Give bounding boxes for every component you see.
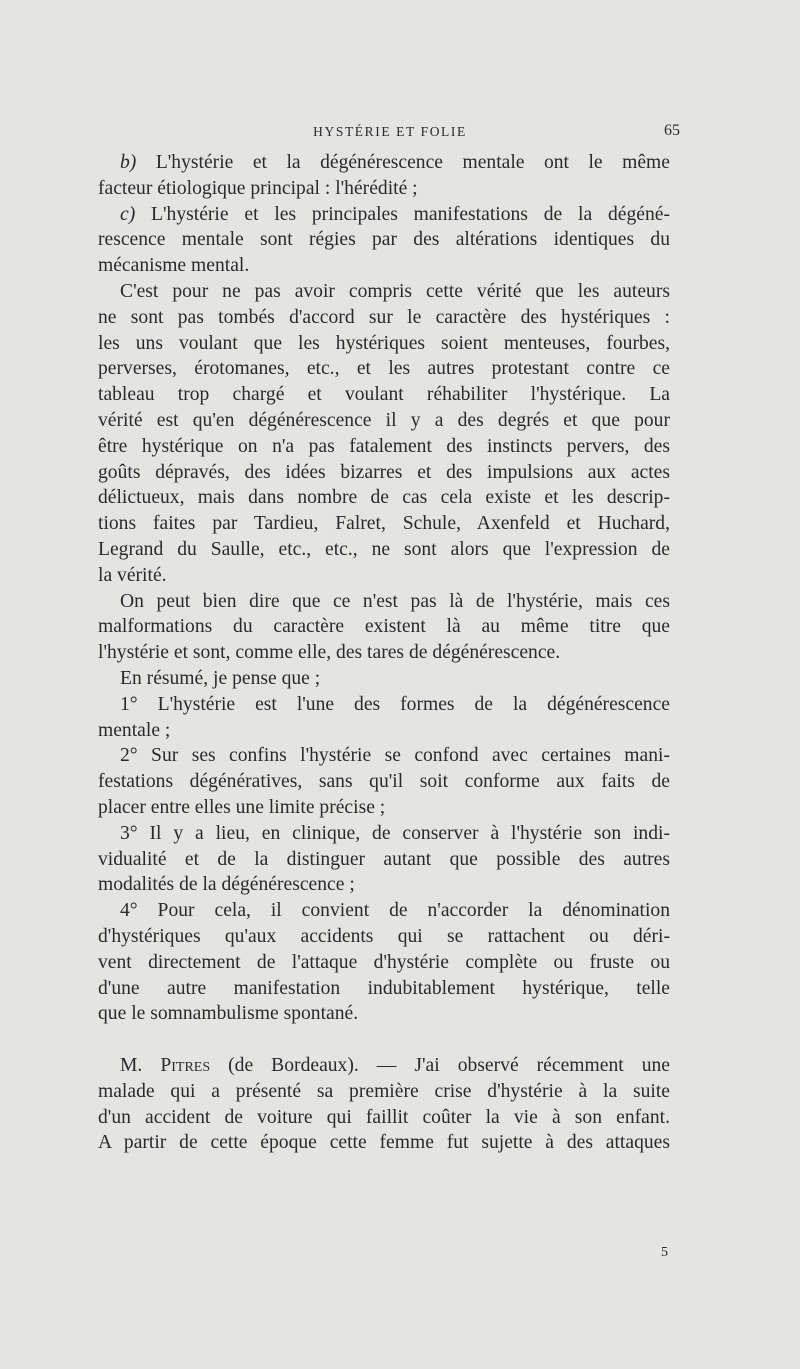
text-line <box>98 227 670 253</box>
line-text: d'hystériques qu'aux accidents qui se rattachent ou déri- <box>98 925 670 947</box>
text-line <box>98 795 670 821</box>
line-text: être hystérique on n'a pas fatalement des instincts pervers, des <box>98 435 670 457</box>
line-text: 4° Pour cela, il convient de n'accorder la dénomination <box>120 900 670 922</box>
text-line <box>98 666 670 692</box>
line-text: 2° Sur ses confins l'hystérie se confond avec certaines mani- <box>120 745 670 767</box>
line-text: 3° Il y a lieu, en clinique, de conserver à l'hystérie son indi- <box>120 822 670 844</box>
paragraph-gap <box>98 1027 670 1053</box>
text-line <box>98 511 670 537</box>
page-number: 65 <box>664 122 680 139</box>
text-line <box>98 1001 670 1027</box>
text-line <box>98 950 670 976</box>
text-line <box>98 589 670 615</box>
signature-mark: 5 <box>661 1245 668 1260</box>
text-line <box>98 356 670 382</box>
text-line <box>98 743 670 769</box>
text-line <box>98 821 670 847</box>
text-line <box>98 1105 670 1131</box>
line-text: En résumé, je pense que ; <box>120 667 321 689</box>
text-line <box>98 924 670 950</box>
text-line <box>98 769 670 795</box>
text-line <box>98 898 670 924</box>
text-line <box>98 408 670 434</box>
line-text: perverses, érotomanes, etc., et les autres protestant contre ce <box>98 358 670 380</box>
line-text: la vérité. <box>98 564 167 586</box>
text-line <box>98 1130 670 1156</box>
line-text: d'une autre manifestation indubitablement hystérique, telle <box>98 977 670 999</box>
running-head <box>100 122 680 146</box>
line-text: On peut bien dire que ce n'est pas là de l'hystérie, mais ces <box>120 590 670 612</box>
text-line <box>98 1079 670 1105</box>
line-text: facteur étiologique principal : l'hérédité ; <box>98 177 418 199</box>
line-text: mécanisme mental. <box>98 255 250 277</box>
line-text: M. Pitres (de Bordeaux). — J'ai observé récemment une <box>120 1055 670 1077</box>
line-text: délictueux, mais dans nombre de cas cela existe et les descrip- <box>98 487 670 509</box>
text-line <box>98 176 670 202</box>
text-line <box>98 1053 670 1079</box>
text-line <box>98 847 670 873</box>
line-text: mentale ; <box>98 719 171 741</box>
line-text: festations dégénératives, sans qu'il soit conforme aux faits de <box>98 771 670 793</box>
text-line <box>98 537 670 563</box>
line-text: les uns voulant que les hystériques soient menteuses, fourbes, <box>98 332 670 354</box>
line-text: A partir de cette époque cette femme fut sujette à des attaques <box>98 1132 670 1154</box>
line-text: tableau trop chargé et voulant réhabiliter l'hystérique. La <box>98 384 670 406</box>
line-text: L'hystérie et la dégénérescence mentale ont le même <box>136 152 670 173</box>
text-line <box>98 305 670 331</box>
line-text: vent directement de l'attaque d'hystérie complète ou fruste ou <box>98 951 670 973</box>
line-text: malade qui a présenté sa première crise d'hystérie à la suite <box>98 1080 670 1102</box>
line-text: placer entre elles une limite précise ; <box>98 796 386 818</box>
text-line <box>98 976 670 1002</box>
text-line <box>98 150 670 176</box>
line-text: tions faites par Tardieu, Falret, Schule, Axenfeld et Huchard, <box>98 513 670 535</box>
line-text: L'hystérie et les principales manifestations de la dégéné- <box>135 203 670 225</box>
text-line <box>98 460 670 486</box>
line-text: modalités de la dégénérescence ; <box>98 874 355 896</box>
line-text: malformations du caractère existent là au même titre que <box>98 616 670 638</box>
text-line <box>98 563 670 589</box>
text-line <box>98 434 670 460</box>
text-line <box>98 640 670 666</box>
line-text: d'un accident de voiture qui faillit coûter la vie à son enfant. <box>98 1106 670 1128</box>
list-marker: b) <box>120 152 137 173</box>
line-text: goûts dépravés, des idées bizarres et des impulsions aux actes <box>98 461 670 483</box>
line-text: C'est pour ne pas avoir compris cette vérité que les auteurs <box>120 280 670 302</box>
text-line <box>98 692 670 718</box>
text-line <box>98 279 670 305</box>
line-text: l'hystérie et sont, comme elle, des tares de dégénérescence. <box>98 642 561 664</box>
line-text: que le somnambulisme spontané. <box>98 1003 359 1025</box>
text-line <box>98 614 670 640</box>
line-text: Legrand du Saulle, etc., etc., ne sont alors que l'expression de <box>98 538 670 560</box>
line-text: vidualité et de la distinguer autant que possible des autres <box>98 848 670 870</box>
text-line <box>98 718 670 744</box>
text-line <box>98 253 670 279</box>
text-line <box>98 872 670 898</box>
list-marker: c) <box>120 203 136 225</box>
text-line <box>98 202 670 228</box>
text-line <box>98 382 670 408</box>
running-title: HYSTÉRIE ET FOLIE <box>313 124 467 139</box>
line-text: ne sont pas tombés d'accord sur le caractère des hystériques : <box>98 306 670 328</box>
line-text: vérité est qu'en dégénérescence il y a des degrés et que pour <box>98 409 670 431</box>
line-text: 1° L'hystérie est l'une des formes de la dégénérescence <box>120 693 670 715</box>
body-text <box>98 150 670 1156</box>
text-line <box>98 331 670 357</box>
line-text: rescence mentale sont régies par des altérations identiques du <box>98 229 670 251</box>
text-line <box>98 485 670 511</box>
